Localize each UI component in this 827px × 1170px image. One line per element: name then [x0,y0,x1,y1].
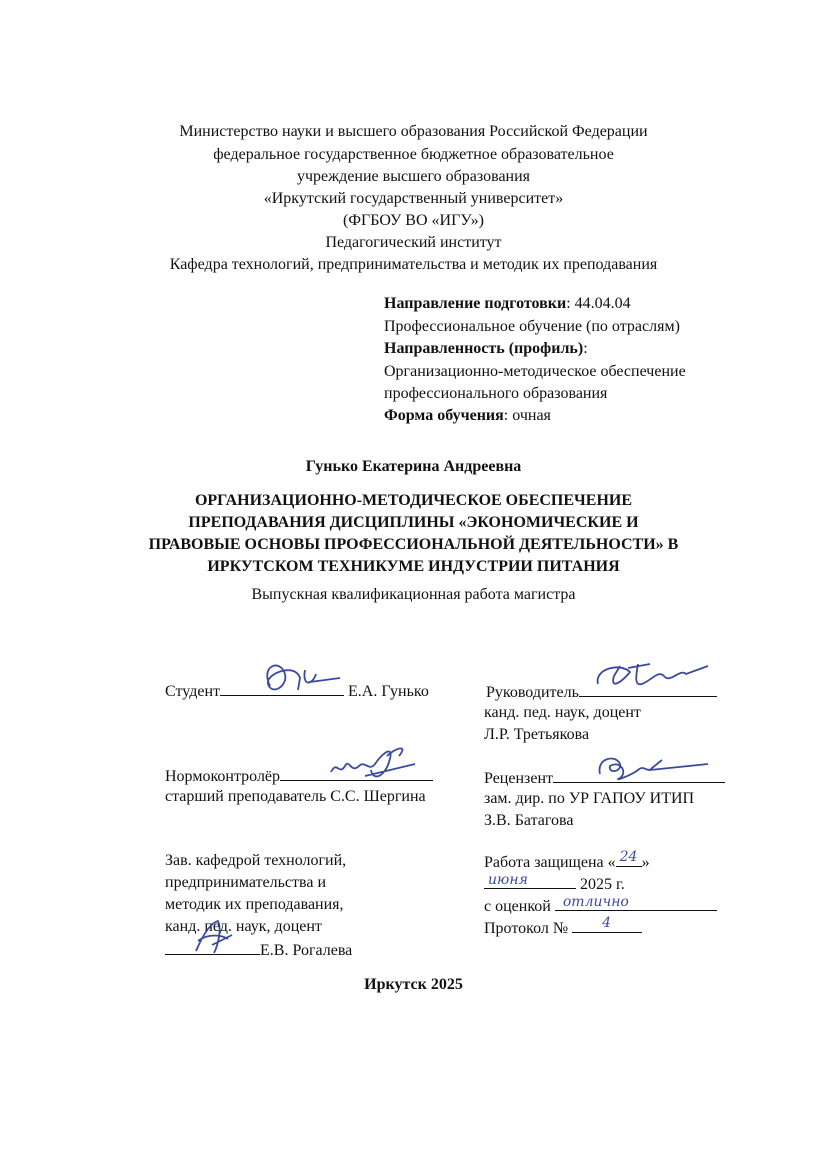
protocol-row [484,916,642,940]
institution-type-line: федеральное государственное бюджетное образовательное [213,146,614,163]
normocontroller-signature [325,742,435,788]
direction-label: Направление подготовки [384,295,567,312]
grade-value: отлично [562,894,629,910]
normocontroller-label: Нормоконтролёр [165,768,281,785]
supervisor-name: Л.Р. Третьякова [484,726,590,743]
city-year: Иркутск 2025 [364,976,463,993]
university-abbr: (ФГБОУ ВО «ИГУ») [343,212,484,229]
institute-name: Педагогический институт [325,234,502,251]
work-type: Выпускная квалификационная работа магистра [251,586,576,603]
institution-type-line-2: учреждение высшего образования [296,168,531,185]
profile-label: Направленность (профиль) [384,340,584,357]
direction-row [384,293,631,315]
defended-month: июня [488,872,528,888]
protocol-line [572,916,642,933]
protocol-label: Протокол № [484,920,569,937]
defended-close: » [641,854,650,871]
profile-line-1: Организационно-методическое обеспечение [384,363,686,380]
defended-day: 24 [619,849,638,865]
form-label: Форма обучения [384,407,504,424]
supervisor-signature [590,654,710,698]
profile-colon: : [583,340,588,357]
title-line-3: ПРАВОВЫЕ ОСНОВЫ ПРОФЕССИОНАЛЬНОЙ ДЕЯТЕЛЬНОСТИ» В [148,536,679,553]
head-signature [188,915,238,959]
defended-day-line [616,850,642,867]
title-line-1: ОРГАНИЗАЦИОННО-МЕТОДИЧЕСКОЕ ОБЕСПЕЧЕНИЕ [194,492,633,509]
normocontroller-position: старший преподаватель С.С. Шергина [165,788,426,805]
reviewer-signature [590,750,710,786]
title-line-2: ПРЕПОДАВАНИЯ ДИСЦИПЛИНЫ «ЭКОНОМИЧЕСКИЕ И [188,514,639,531]
reviewer-label: Рецензент [484,770,553,787]
grade-label: с оценкой [484,898,551,915]
defended-month-line [484,872,576,889]
direction-name: Профессиональное обучение (по отраслям) [384,318,680,335]
head-line-4: канд. пед. наук, доцент [165,918,322,935]
protocol-value: 4 [602,915,612,931]
student-name: Е.А. Гунько [348,683,429,700]
title-line-4: ИРКУТСКОМ ТЕХНИКУМЕ ИНДУСТРИИ ПИТАНИЯ [207,558,620,575]
author-name: Гунько Екатерина Андреевна [305,458,522,475]
ministry-line: Министерство науки и высшего образования Российской Федерации [179,123,648,140]
head-name: Е.В. Рогалева [260,942,353,959]
head-line-2: предпринимательства и [165,874,327,891]
student-signature [250,656,345,700]
university-name: «Иркутский государственный университет» [263,190,564,207]
student-label: Студент [165,683,221,700]
reviewer-position: зам. дир. по УР ГАПОУ ИТИП [484,790,695,807]
department-name: Кафедра технологий, предпринимательства и методик их преподавания [169,256,658,273]
head-line-1: Зав. кафедрой технологий, [165,852,347,869]
head-line-3: методик их преподавания, [165,896,344,913]
form-value: : очная [503,407,551,424]
defended-label: Работа защищена « [484,854,616,871]
direction-value: : 44.04.04 [566,295,631,312]
reviewer-name: З.В. Батагова [484,812,574,829]
profile-line-2: профессионального образования [384,385,608,402]
grade-row [484,894,717,918]
profile-row [384,338,588,360]
defended-year: 2025 г. [580,876,625,893]
form-row [384,405,551,427]
supervisor-label: Руководитель [486,684,579,701]
supervisor-degree: канд. пед. наук, доцент [484,704,641,721]
grade-line [555,894,717,911]
